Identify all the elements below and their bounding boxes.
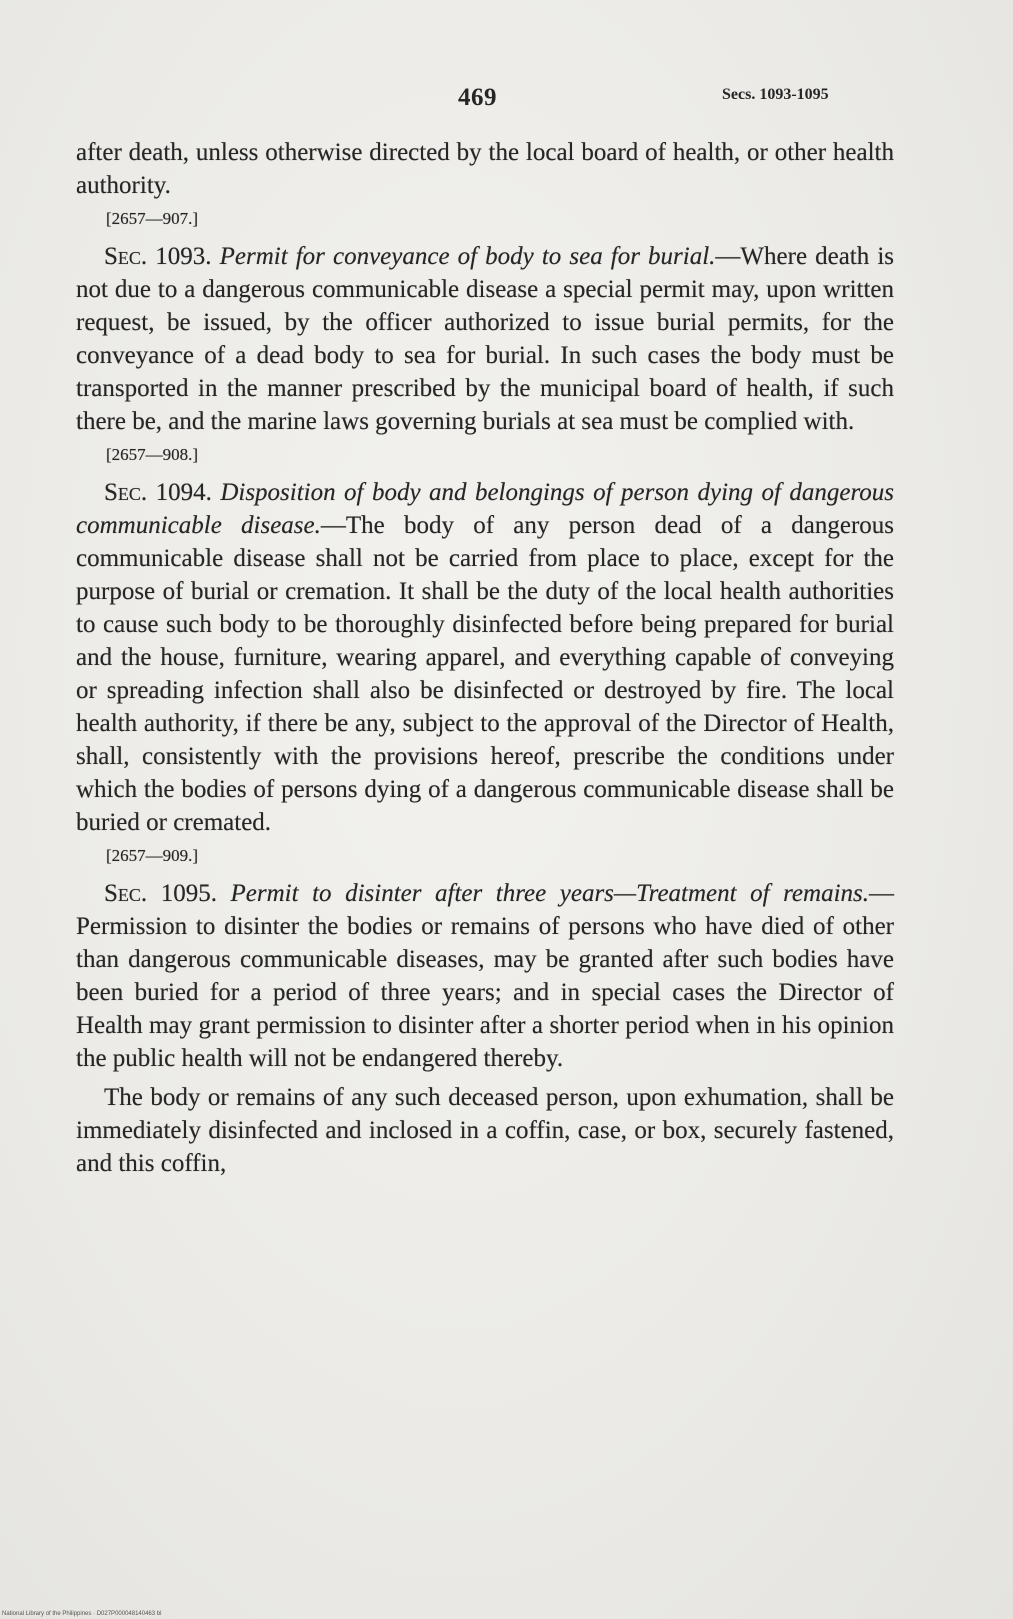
section-title: Disposition of body and belongings of person dying of dangerous communicable disease. (76, 479, 895, 539)
section-title: Permit to disinter after three years—Treatment of remains. (230, 880, 870, 907)
section-label: Sec. 1094. (104, 479, 212, 506)
section-reference: [2657—909.] (106, 846, 199, 865)
section-body: —Where death is not due to a dangerous communicable disease a special permit may, upon written request, be issued, by the officer authorized to issue burial permits, for the conveyance of a dead body to sea for burial. In such cases the body must be transported in the manner prescribed by the municipal board of health, if such there be, and the marine laws governing burials at sea must be complied with. (76, 243, 895, 435)
section-1093 (76, 240, 894, 438)
section-title: Permit for conveyance of body to sea for burial. (219, 243, 716, 270)
section-1095 (76, 877, 894, 1075)
section-body: —The body of any person dead of a dangerous communicable disease shall not be carried from place to place, except for the purpose of burial or cremation. It shall be the duty of the local health authorities to cause such body to be thoroughly disinfected before being prepared for burial and the house, furniture, wearing apparel, and everything capable of conveying or spreading infection shall also be disinfected or destroyed by fire. The local health authority, if there be any, subject to the approval of the Director of Health, shall, consistently with the provisions hereof, prescribe the conditions under which the bodies of persons dying of a dangerous communicable disease shall be buried or cremated. (76, 512, 894, 836)
section-reference: [2657—908.] (106, 445, 199, 464)
section-body: —Permission to disinter the bodies or remains of persons who have died of other than dangerous communicable diseases, may be granted after such bodies have been buried for a period of three years; and in special cases the Director of Health may grant permission to disinter after a shorter period when in his opinion the public health will not be endangered thereby. (76, 880, 895, 1072)
opening-paragraph: after death, unless otherwise directed by the local board of health, or other health authority. (76, 139, 894, 199)
section-label: Sec. 1093. (104, 243, 212, 270)
section-reference: [2657—907.] (106, 209, 199, 228)
section-1094 (76, 476, 894, 839)
library-watermark: National Library of the Philippines · D027P000048140463 bl (2, 1611, 162, 1617)
closing-paragraph: The body or remains of any such deceased person, upon exhumation, shall be immediately disinfected and inclosed in a coffin, case, or box, securely fastened, and this coffin, (76, 1084, 894, 1177)
page-number: 469 (458, 84, 497, 111)
running-head: Secs. 1093-1095 (722, 86, 829, 103)
document-body (76, 136, 894, 1186)
section-label: Sec. 1095. (104, 880, 217, 907)
